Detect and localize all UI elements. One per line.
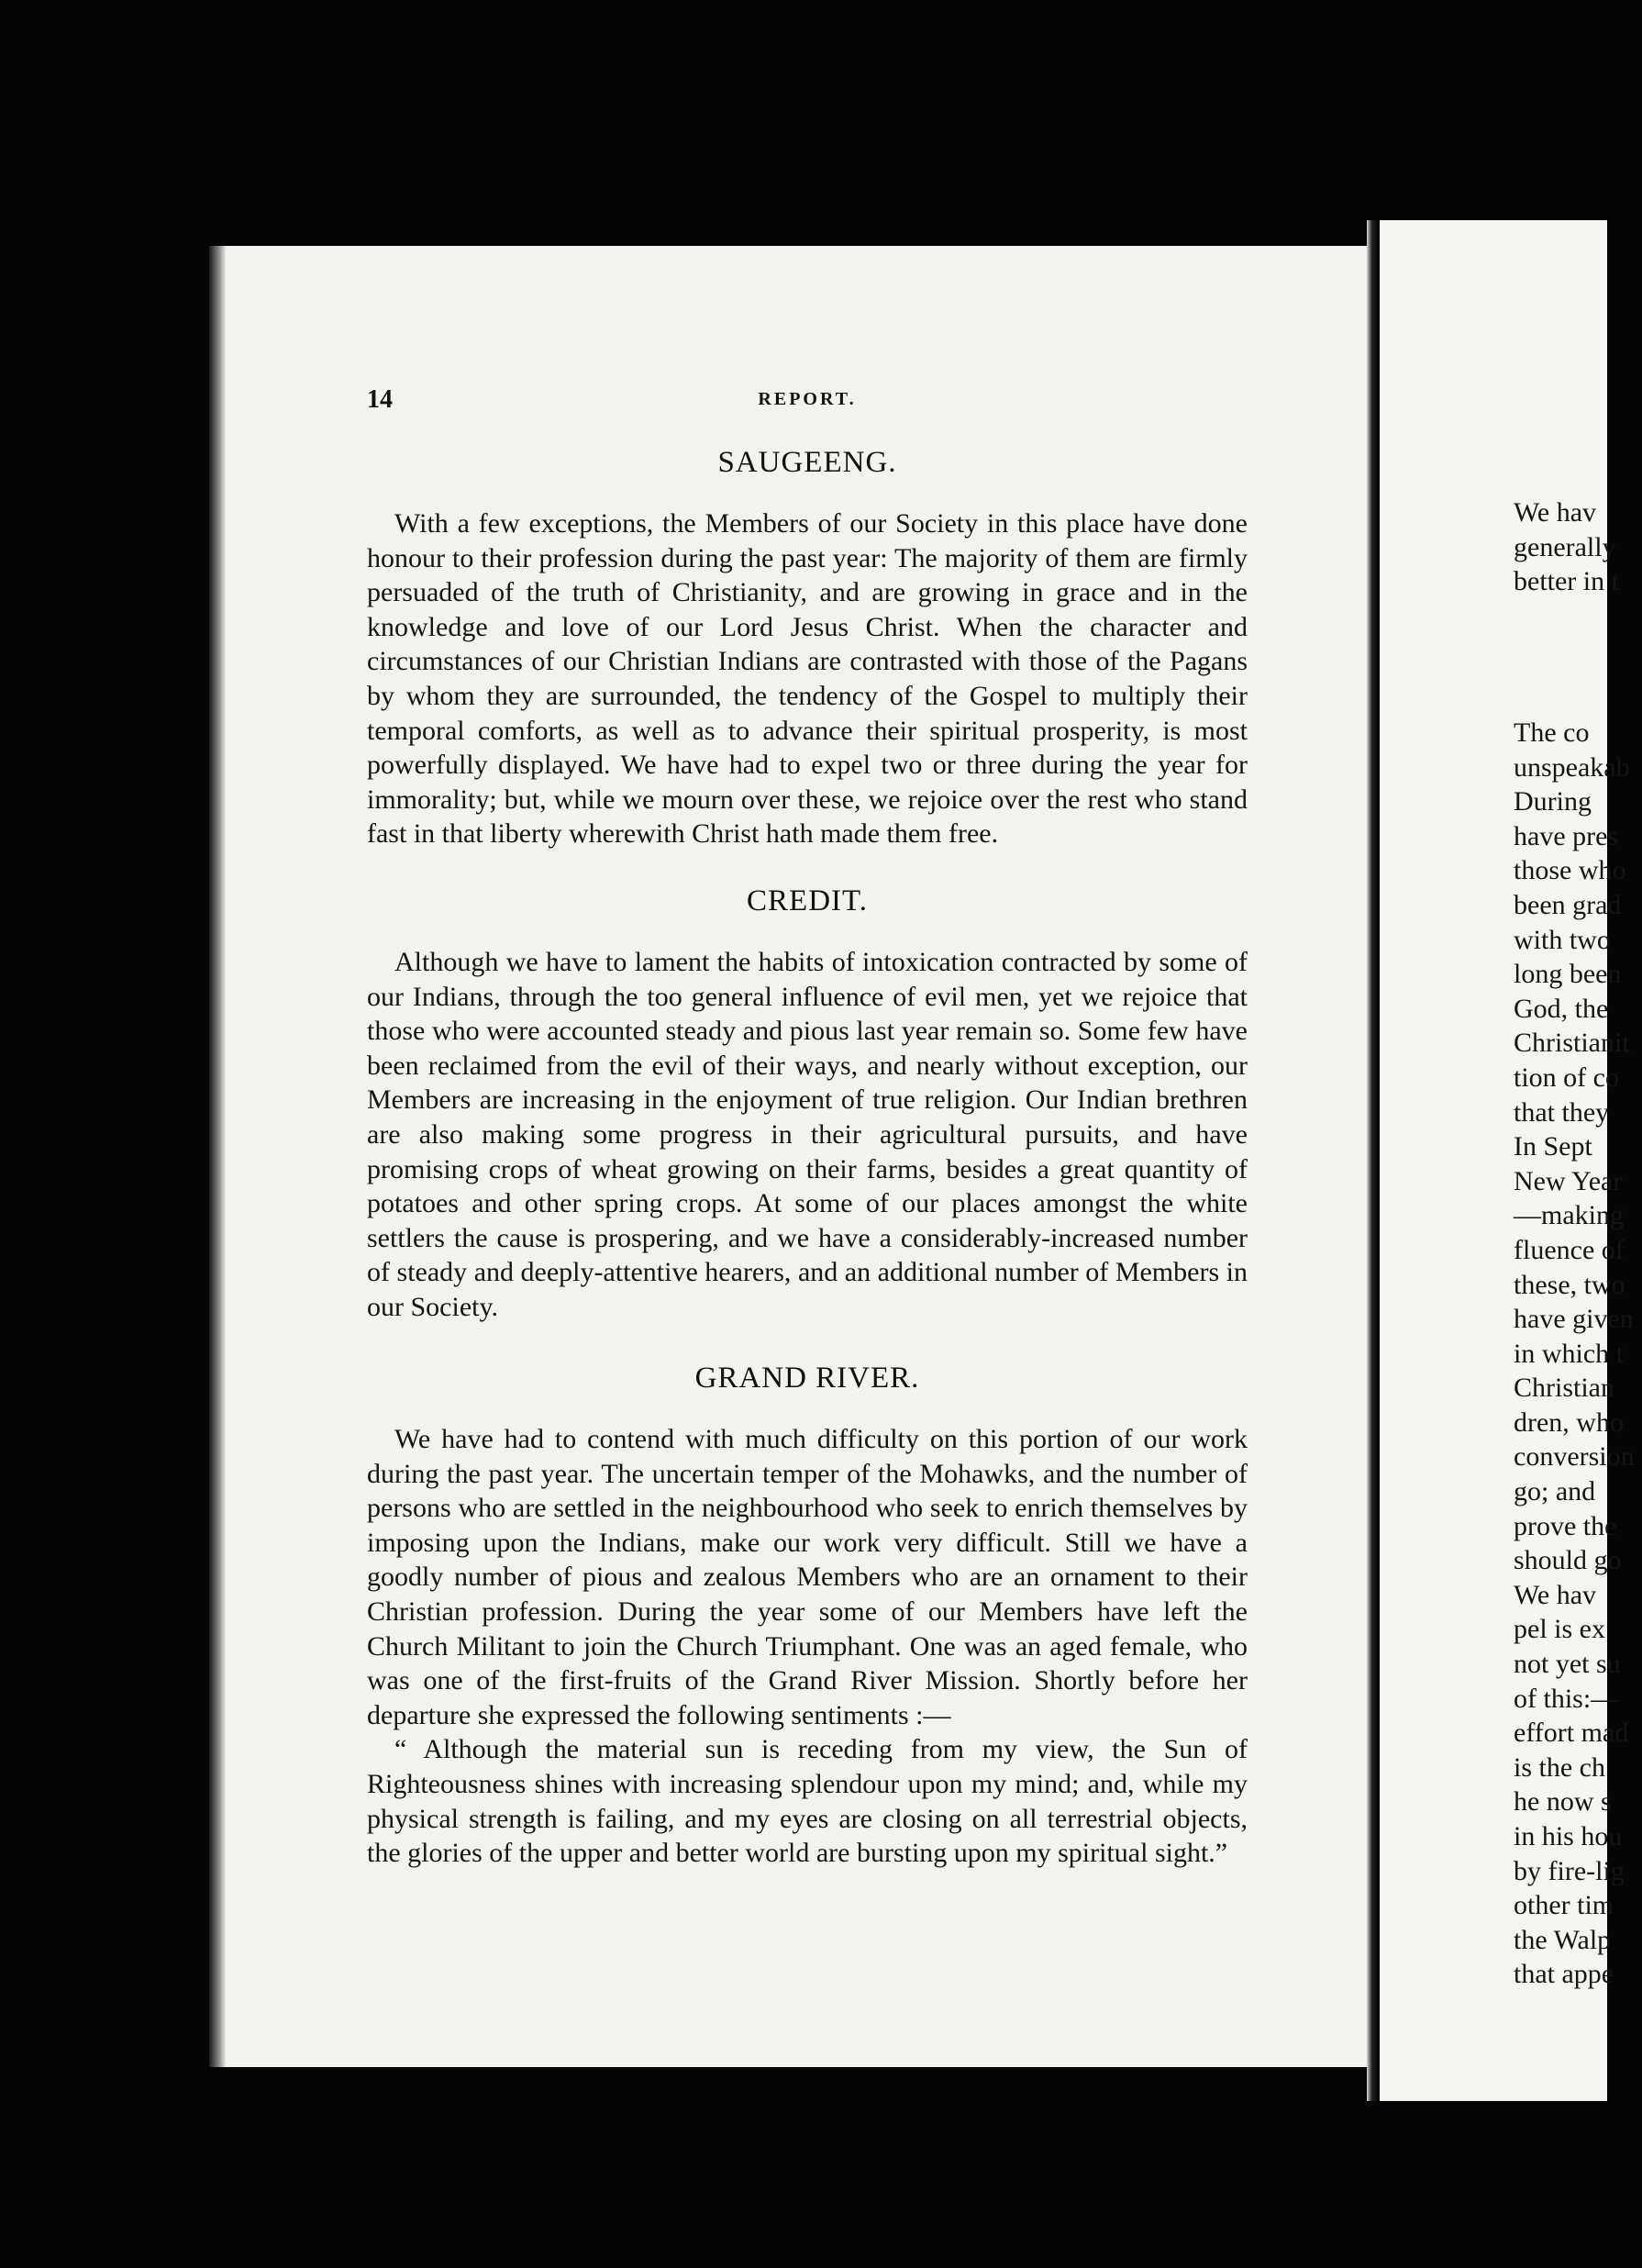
right-page-line: Christian bbox=[1514, 1373, 1614, 1404]
right-page-line: In Sept bbox=[1514, 1131, 1592, 1162]
right-page-line: Christianit bbox=[1514, 1028, 1630, 1059]
right-page-line: with two bbox=[1514, 924, 1611, 955]
right-page-line: by fire-lig bbox=[1514, 1855, 1625, 1886]
right-page-text-group-1 bbox=[1514, 495, 1642, 599]
paragraph: Although we have to lament the habits of intoxication contracted by some of our Indians, through the too general influence of evil men, yet we rejoice that those who were accounted steady and pious last year remain so. Some few have been reclaimed from the evil of their ways, and nearly without exception, our Members are increasing in the enjoyment of true religion. Our Indian brethren are also making some progress in their agricultural pursuits, and have promising crops of wheat growing on their farms, besides a great quantity of potatoes and other spring crops. At some of our places amongst the white settlers the cause is prospering, and we have a considerably-increased number of steady and deeply-attentive hearers, and an additional number of Members in our Society. bbox=[367, 947, 1248, 1322]
section-heading-grand-river: GRAND RIVER. bbox=[694, 1362, 920, 1395]
section-body-saugeeng bbox=[367, 506, 1248, 851]
page-number: 14 bbox=[367, 385, 393, 414]
right-page-line: long been bbox=[1514, 959, 1622, 990]
right-page-line: been grad bbox=[1514, 889, 1622, 920]
right-page-line: We hav bbox=[1514, 497, 1597, 528]
right-page-line: in which t bbox=[1514, 1338, 1624, 1369]
section-body-grand-river bbox=[367, 1422, 1248, 1871]
right-page-line: that they bbox=[1514, 1096, 1610, 1128]
right-page-line: should go bbox=[1514, 1545, 1622, 1576]
right-page-line: generally bbox=[1514, 531, 1616, 562]
book-gutter bbox=[1367, 220, 1380, 2101]
right-page-line: tion of co bbox=[1514, 1062, 1619, 1093]
right-page-line: conversion bbox=[1514, 1441, 1635, 1473]
right-page-line: We hav bbox=[1514, 1579, 1597, 1610]
right-page-line: not yet su bbox=[1514, 1649, 1621, 1680]
right-page-line: prove the bbox=[1514, 1510, 1617, 1541]
right-page-line: The co bbox=[1514, 717, 1590, 748]
right-page-line: that appe bbox=[1514, 1959, 1614, 1990]
right-page-line: those who bbox=[1514, 855, 1626, 886]
right-page-line: of this:— bbox=[1514, 1683, 1619, 1714]
right-page-line: have given bbox=[1514, 1304, 1634, 1335]
right-page-line: God, the bbox=[1514, 993, 1609, 1024]
right-page-line: in his hou bbox=[1514, 1821, 1623, 1851]
right-page-line: he now s bbox=[1514, 1786, 1612, 1818]
right-page-text-group-2 bbox=[1514, 716, 1642, 1992]
right-page-line: have pres bbox=[1514, 820, 1619, 851]
right-page-line: pel is ex bbox=[1514, 1614, 1605, 1645]
paragraph: With a few exceptions, the Members of our Society in this place have done honour to their profession during the past year: The majority of them are firmly persuaded of the truth of Christianity, and are growing in grace and in the knowledge and love of our Lord Jesus Christ. When the character and circumstances of our Christian Indians are contrasted with those of the Pagans by whom they are surrounded, the tendency of the Gospel to multiply their temporal comforts, as well as to advance their spiritual prosperity, is most powerfully displayed. We have had to expel two or three during the year for immorality; but, while we mourn over these, we rejoice over the rest who stand fast in that liberty wherewith Christ hath made them free. bbox=[367, 508, 1248, 850]
section-body-credit bbox=[367, 945, 1248, 1325]
running-title: REPORT. bbox=[758, 389, 857, 409]
section-heading-credit: CREDIT. bbox=[747, 884, 868, 917]
section-heading-saugeeng: SAUGEENG. bbox=[717, 446, 897, 479]
right-page-line: go; and bbox=[1514, 1476, 1596, 1507]
right-page-line: the Walp bbox=[1514, 1924, 1612, 1955]
right-page-line: these, two bbox=[1514, 1269, 1625, 1300]
right-page-line: other tim bbox=[1514, 1890, 1614, 1921]
right-page-line: better in t bbox=[1514, 566, 1619, 597]
right-page-line: During bbox=[1514, 786, 1592, 817]
right-page-line: dren, who bbox=[1514, 1406, 1624, 1438]
right-page-line: New Year bbox=[1514, 1165, 1623, 1196]
paragraph: We have had to contend with much difficulty on this portion of our work during the past year. The uncertain temper of the Mohawks, and the number of persons who are settled in the neighbourhood who seek to enrich themselves by imposing upon the Indians, make our work very difficult. Still we have a goodly number of pious and zealous Members who are an ornament to their Christian profession. During the year some of our Members have left the Church Militant to join the Church Triumphant. One was an aged female, who was one of the first-fruits of the Grand River Mission. Shortly before her departure she expressed the following sentiments :— bbox=[367, 1424, 1248, 1730]
quotation-paragraph: “ Although the material sun is receding from my view, the Sun of Righteousness shines with increasing splendour upon my mind; and, while my physical strength is failing, and my eyes are closing on all terrestrial objects, the glories of the upper and better world are bursting upon my spiritual sight.” bbox=[367, 1734, 1248, 1869]
right-page-line: —making bbox=[1514, 1200, 1624, 1231]
running-head bbox=[367, 385, 1248, 422]
right-page-line: effort mad bbox=[1514, 1718, 1629, 1749]
right-page-line: fluence of bbox=[1514, 1234, 1625, 1265]
right-page-line: is the ch bbox=[1514, 1751, 1605, 1783]
right-page-line: unspeakab bbox=[1514, 751, 1630, 783]
